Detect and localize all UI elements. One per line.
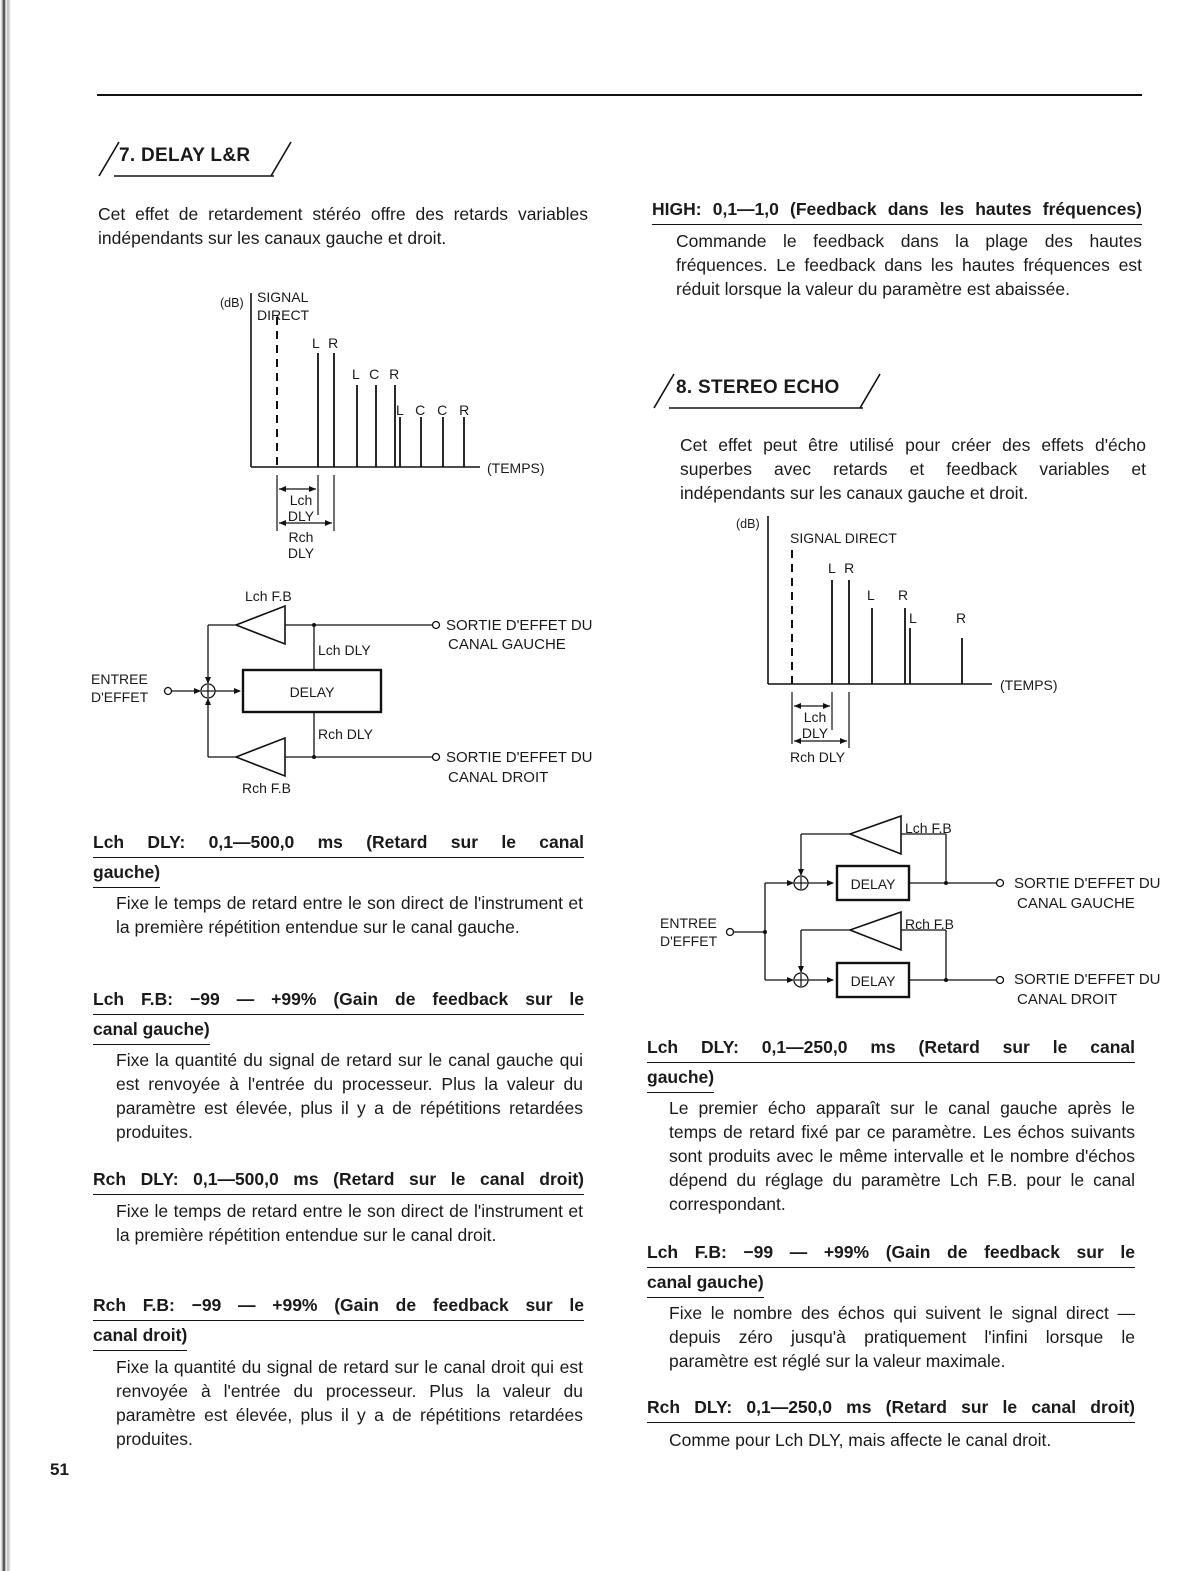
- r3-label: R: [956, 610, 967, 626]
- l3-label: L: [909, 610, 917, 626]
- lr-label: L R: [312, 335, 339, 351]
- section-title-stereo-echo: [652, 372, 887, 410]
- left-param-2-heading: Lch F.B: −99 — +99% (Gain de feedback sur le canal gauche): [93, 985, 584, 1045]
- lch-fb-label: Lch F.B: [245, 588, 292, 604]
- section-title-text: 7. DELAY L&R: [119, 145, 251, 166]
- stereo-echo-response-diagram: [730, 510, 1080, 770]
- response-lines: [200, 285, 580, 565]
- deffet-label: D'EFFET: [660, 933, 718, 949]
- temps-label: (TEMPS): [1000, 677, 1058, 693]
- header-rule: [97, 94, 1142, 96]
- right-param-3-heading: Rch DLY: 0,1—250,0 ms (Retard sur le canal droit): [647, 1393, 1135, 1423]
- right-param-2-body: Fixe le nombre des échos qui suivent le signal direct —depuis zéro jusqu'à pratiquement l'infini lorsque le paramètre est réglé sur la valeur maximale.: [669, 1303, 1135, 1371]
- rch-dly-label: Rch DLY: [318, 726, 373, 742]
- left-param-4-body: Fixe la quantité du signal de retard sur le canal droit qui est renvoyée à l'entrée du processeur. Plus la valeur du paramètre est élevée, plus il y a de répétitions retardées produites.: [116, 1357, 583, 1449]
- right-param-1-heading: Lch DLY: 0,1—250,0 ms (Retard sur le canal gauche): [647, 1033, 1135, 1093]
- out-right-line1: SORTIE D'EFFET DU: [1014, 971, 1161, 988]
- l2-label: L: [867, 587, 875, 603]
- left-param-3-heading: Rch DLY: 0,1—500,0 ms (Retard sur le canal droit): [93, 1165, 584, 1195]
- db-label: (dB): [220, 296, 244, 310]
- lcr-label: L C R: [352, 366, 400, 382]
- db-label: (dB): [736, 517, 760, 531]
- temps-label: (TEMPS): [487, 460, 545, 476]
- right-param-2-heading: Lch F.B: −99 — +99% (Gain de feedback sur le canal gauche): [647, 1238, 1135, 1298]
- right-param-1-body: Le premier écho apparaît sur le canal gauche après le temps de retard fixé par ce paramètre. Les échos suivants sont produits avec le même intervalle et le nombre d'échos dépend du réglage du paramètre Lch F.B. pour le canal correspondant.: [669, 1098, 1135, 1214]
- right-intro: Cet effet peut être utilisé pour créer des effets d'écho superbes avec retards et feedback variables et indépendants sur les canaux gauche et droit.: [680, 435, 1146, 503]
- dly2-label: DLY: [287, 545, 315, 561]
- direct-label: DIRECT: [257, 307, 310, 323]
- out-right-line2: CANAL DROIT: [1017, 991, 1118, 1008]
- lr-label: L R: [828, 560, 855, 576]
- delay-box-1-label: DELAY: [850, 876, 896, 892]
- left-intro: Cet effet de retardement stéréo offre des retards variables indépendants sur les canaux gauche et droit.: [98, 204, 588, 248]
- deffet-label: D'EFFET: [91, 689, 149, 705]
- left-param-2-body: Fixe la quantité du signal de retard sur le canal gauche qui est renvoyée à l'entrée du processeur. Plus la valeur du paramètre est élevée, plus il y a de répétitions retardées produites.: [116, 1050, 583, 1142]
- rch-label: Rch: [288, 529, 314, 545]
- lch-fb-label: Lch F.B: [905, 820, 952, 836]
- lch-label: Lch: [289, 492, 313, 508]
- left-param-3-body: Fixe le temps de retard entre le son direct de l'instrument et la première répétition entendue sur le canal droit.: [116, 1201, 583, 1245]
- rch-dly-label: Rch DLY: [790, 749, 845, 765]
- section-title-delay-lr: [97, 140, 297, 178]
- entree-label: ENTREE: [91, 671, 148, 687]
- delay-lr-block-diagram: [88, 585, 608, 800]
- high-body: Commande le feedback dans la plage des hautes fréquences. Le feedback dans les hautes fréquences est réduit lorsque la valeur du paramètre est abaissée.: [676, 231, 1142, 299]
- delay-box-label: DELAY: [289, 684, 335, 700]
- lccr-label: L C C R: [396, 402, 470, 418]
- r2-label: R: [898, 587, 909, 603]
- page-number: 51: [50, 1460, 69, 1479]
- entree-label: ENTREE: [660, 915, 717, 931]
- left-param-4-heading: Rch F.B: −99 — +99% (Gain de feedback sur le canal droit): [93, 1291, 584, 1351]
- high-heading: HIGH: 0,1—1,0 (Feedback dans les hautes fréquences): [652, 195, 1142, 225]
- out-left-line1: SORTIE D'EFFET DU: [1014, 875, 1161, 892]
- response-lines: [730, 510, 1080, 770]
- dly1-label: DLY: [287, 508, 315, 524]
- out-left-line2: CANAL GAUCHE: [1017, 895, 1135, 912]
- signal-direct-label: SIGNAL DIRECT: [790, 530, 897, 546]
- left-param-1-heading: Lch DLY: 0,1—500,0 ms (Retard sur le canal gauche): [93, 828, 584, 888]
- left-param-1-body: Fixe le temps de retard entre le son direct de l'instrument et la première répétition entendue sur le canal gauche.: [116, 893, 583, 937]
- lch-dly-label: Lch DLY: [318, 642, 371, 658]
- out-right-line2: CANAL DROIT: [448, 769, 549, 786]
- out-left-line1: SORTIE D'EFFET DU: [446, 617, 593, 634]
- out-left-line2: CANAL GAUCHE: [448, 636, 566, 653]
- right-param-3-body: Comme pour Lch DLY, mais affecte le canal droit.: [669, 1430, 1052, 1450]
- page-spine-edge: [0, 0, 14, 1571]
- dly-label: DLY: [801, 725, 829, 741]
- signal-label: SIGNAL: [257, 289, 309, 305]
- out-right-line1: SORTIE D'EFFET DU: [446, 749, 593, 766]
- rch-fb-label: Rch F.B: [905, 916, 955, 932]
- delay-lr-response-diagram: [200, 285, 580, 565]
- delay-box-2-label: DELAY: [850, 973, 896, 989]
- lch-label: Lch: [803, 709, 827, 725]
- rch-fb-label: Rch F.B: [242, 780, 292, 796]
- section-title-text: 8. STEREO ECHO: [676, 377, 840, 398]
- stereo-echo-block-diagram: [650, 810, 1175, 1015]
